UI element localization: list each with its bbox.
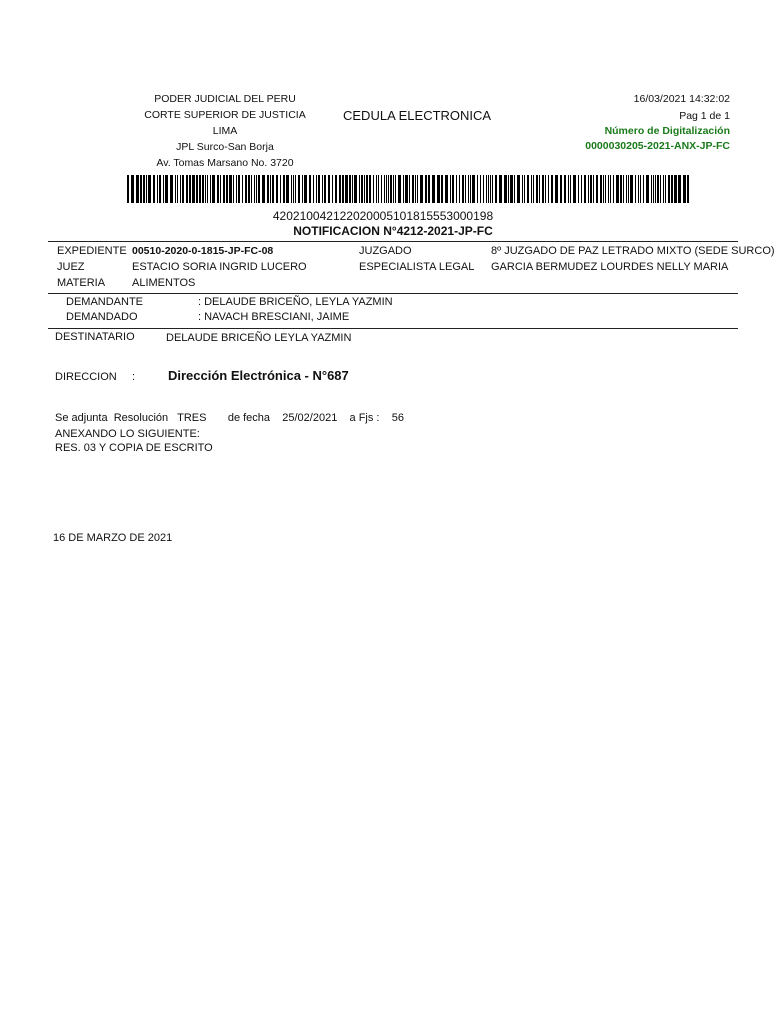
barcode-bar — [584, 175, 586, 203]
barcode-bar — [462, 175, 464, 203]
barcode-bar — [390, 175, 392, 203]
barcode-bar — [646, 175, 649, 203]
materia-label: MATERIA — [57, 277, 106, 289]
barcode-bar — [217, 175, 219, 203]
barcode-bar — [283, 175, 285, 203]
barcode-bar — [570, 175, 571, 203]
barcode-bar — [205, 175, 206, 203]
barcode-bar — [180, 175, 181, 203]
barcode-bar — [539, 175, 540, 203]
barcode-bar — [332, 175, 333, 203]
barcode-bar — [477, 175, 478, 203]
barcode-bar — [270, 175, 271, 203]
barcode-bar — [674, 175, 677, 203]
barcode-bar — [267, 175, 269, 203]
barcode-bar — [170, 175, 173, 203]
barcode-bar — [291, 175, 292, 203]
court-address: Av. Tomas Marsano No. 3720 — [156, 157, 294, 169]
barcode-bar — [364, 175, 365, 203]
barcode-bar — [623, 175, 624, 203]
barcode-bar — [613, 175, 614, 203]
barcode-bar — [483, 175, 484, 203]
juzgado-value: 8º JUZGADO DE PAZ LETRADO MIXTO (SEDE SURCO) — [491, 245, 775, 257]
document-date: 16 DE MARZO DE 2021 — [53, 532, 173, 544]
barcode-bar — [626, 175, 627, 203]
barcode-bar — [492, 175, 493, 203]
juez-label: JUEZ — [57, 261, 85, 273]
barcode-bar — [298, 175, 300, 203]
barcode-bar — [354, 175, 357, 203]
barcode-bar — [196, 175, 198, 203]
barcode-bar — [313, 175, 314, 203]
barcode-bar — [620, 175, 622, 203]
barcode-bar — [182, 175, 184, 203]
page-indicator: Pag 1 de 1 — [679, 110, 730, 122]
barcode-bar — [272, 175, 274, 203]
barcode-bar — [373, 175, 374, 203]
barcode-bar — [369, 175, 371, 203]
court-name: CORTE SUPERIOR DE JUSTICIA — [144, 109, 306, 121]
barcode-bar — [386, 175, 387, 203]
barcode-bar — [238, 175, 240, 203]
barcode-bar — [420, 175, 423, 203]
barcode-bar — [236, 175, 237, 203]
city-name: LIMA — [212, 125, 238, 137]
barcode-bar — [459, 175, 460, 203]
barcode-bar — [472, 175, 475, 203]
barcode-bar — [522, 175, 523, 203]
barcode-bar — [146, 175, 147, 203]
barcode-bar — [233, 175, 234, 203]
barcode-bar — [378, 175, 379, 203]
barcode-bar — [140, 175, 142, 203]
barcode-bar — [286, 175, 289, 203]
barcode-bar — [514, 175, 515, 203]
demandante-value: : DELAUDE BRICEÑO, LEYLA YAZMIN — [198, 296, 393, 308]
barcode-bar — [596, 175, 598, 203]
barcode-bar — [452, 175, 454, 203]
barcode-bar — [551, 175, 553, 203]
barcode-bar — [352, 175, 353, 203]
barcode-bar — [657, 175, 659, 203]
destinatario-value: DELAUDE BRICEÑO LEYLA YAZMIN — [166, 332, 352, 344]
barcode-bar — [486, 175, 487, 203]
barcode-bar — [653, 175, 654, 203]
barcode-bar — [398, 175, 401, 203]
attachment-line: Se adjunta Resolución TRES de fecha 25/02/2021 a Fjs : 56 — [55, 412, 404, 424]
barcode-bar — [524, 175, 525, 203]
barcode-bar — [605, 175, 606, 203]
barcode-bar — [316, 175, 317, 203]
barcode-bar — [593, 175, 594, 203]
barcode-bar — [359, 175, 360, 203]
barcode-bar — [441, 175, 443, 203]
divider-middle — [48, 293, 738, 294]
barcode-bar — [207, 175, 208, 203]
barcode-bar — [665, 175, 666, 203]
court-office: JPL Surco-San Borja — [176, 141, 274, 153]
barcode-bar — [560, 175, 562, 203]
barcode-bar — [189, 175, 191, 203]
expediente-value: 00510-2020-0-1815-JP-FC-08 — [132, 245, 274, 257]
barcode-bar — [254, 175, 255, 203]
barcode-bar — [393, 175, 394, 203]
anexando-label: ANEXANDO LO SIGUIENTE: — [55, 428, 200, 440]
barcode-bar — [663, 175, 664, 203]
barcode-bar — [640, 175, 641, 203]
barcode-bar — [318, 175, 320, 203]
barcode-bar — [533, 175, 534, 203]
direccion-value: Dirección Electrónica - N°687 — [168, 368, 349, 383]
notification-title: NOTIFICACION N°4212-2021-JP-FC — [293, 224, 493, 238]
barcode-bar — [324, 175, 326, 203]
barcode-bar — [335, 175, 337, 203]
barcode-bar — [342, 175, 344, 203]
barcode-bar — [510, 175, 513, 203]
barcode-bar — [388, 175, 389, 203]
barcode-bar — [245, 175, 247, 203]
barcode-bar — [153, 175, 155, 203]
barcode-bar — [564, 175, 566, 203]
barcode-bar — [220, 175, 221, 203]
attachment-items: RES. 03 Y COPIA DE ESCRITO — [55, 442, 213, 454]
juzgado-label: JUZGADO — [359, 245, 412, 257]
barcode-bar — [470, 175, 471, 203]
barcode-bar — [381, 175, 382, 203]
barcode-bar — [361, 175, 363, 203]
barcode-bar — [163, 175, 164, 203]
barcode-bar — [517, 175, 520, 203]
institution-name: PODER JUDICIAL DEL PERU — [154, 93, 296, 105]
barcode-bar — [229, 175, 232, 203]
barcode-bar — [638, 175, 639, 203]
demandado-label: DEMANDADO — [66, 311, 138, 323]
barcode-bar — [345, 175, 348, 203]
barcode-bar — [635, 175, 636, 203]
barcode-bar — [186, 175, 188, 203]
barcode-bar — [322, 175, 323, 203]
barcode-bar — [165, 175, 168, 203]
digitization-label: Número de Digitalización — [604, 125, 730, 137]
barcode-bar — [376, 175, 377, 203]
barcode-bar — [210, 175, 211, 203]
barcode-bar — [555, 175, 558, 203]
barcode-bar — [417, 175, 418, 203]
divider-top — [48, 241, 738, 242]
barcode-bar — [608, 175, 609, 203]
barcode-bar — [349, 175, 351, 203]
barcode-bar — [628, 175, 629, 203]
barcode-bar — [148, 175, 151, 203]
barcode-bar — [610, 175, 611, 203]
barcode-bar — [683, 175, 686, 203]
barcode-bar — [480, 175, 481, 203]
barcode-bar — [450, 175, 451, 203]
barcode-bar — [339, 175, 341, 203]
barcode-bar — [199, 175, 201, 203]
barcode-bar — [508, 175, 509, 203]
barcode-bar — [131, 175, 134, 203]
barcode-bar — [425, 175, 427, 203]
barcode-bar — [295, 175, 296, 203]
barcode-bar — [157, 175, 158, 203]
barcode-bar — [581, 175, 582, 203]
barcode-bar — [415, 175, 416, 203]
barcode-bar — [465, 175, 466, 203]
barcode-bar — [651, 175, 652, 203]
demandante-label: DEMANDANTE — [66, 296, 144, 308]
barcode-bar — [258, 175, 260, 203]
print-datetime: 16/03/2021 14:32:02 — [633, 93, 730, 105]
barcode-bar — [671, 175, 673, 203]
barcode-bar — [668, 175, 670, 203]
barcode-bar — [445, 175, 448, 203]
barcode-bar — [175, 175, 176, 203]
barcode-bar — [366, 175, 368, 203]
barcode-bar — [603, 175, 604, 203]
barcode-bar — [428, 175, 430, 203]
barcode-bar — [456, 175, 457, 203]
barcode-bar — [616, 175, 619, 203]
barcode-bar — [495, 175, 497, 203]
destinatario-label: DESTINATARIO — [55, 331, 135, 343]
barcode-bar — [177, 175, 178, 203]
divider-bottom — [48, 328, 738, 329]
barcode-bar — [527, 175, 529, 203]
barcode-bar — [262, 175, 265, 203]
barcode-bar — [159, 175, 161, 203]
barcode-bar — [630, 175, 633, 203]
barcode-bar — [248, 175, 250, 203]
barcode-bar — [588, 175, 589, 203]
barcode-bar — [412, 175, 414, 203]
barcode-bar — [384, 175, 385, 203]
document-type-title: CEDULA ELECTRONICA — [343, 108, 492, 123]
barcode-bar — [226, 175, 228, 203]
barcode-bar — [276, 175, 278, 203]
barcode-bar — [328, 175, 330, 203]
barcode-bar — [256, 175, 257, 203]
barcode-bar — [405, 175, 408, 203]
barcode-number: 42021004212202000510181555300019​8 — [272, 209, 494, 223]
barcode-bar — [590, 175, 592, 203]
expediente-label: EXPEDIENTE — [57, 245, 127, 257]
barcode-bar — [127, 175, 129, 203]
barcode-bar — [136, 175, 139, 203]
especialista-value: GARCIA BERMUDEZ LOURDES NELLY MARIA — [491, 261, 729, 273]
barcode-bar — [499, 175, 502, 203]
barcode-bar — [660, 175, 661, 203]
demandado-value: : NAVACH BRESCIANI, JAIME — [198, 311, 350, 323]
barcode-bar — [223, 175, 225, 203]
barcode-image — [127, 175, 689, 203]
barcode-bar — [687, 175, 689, 203]
barcode-bar — [488, 175, 489, 203]
barcode-bar — [251, 175, 252, 203]
digitization-number: 0000030205-2021-ANX-JP-FC — [585, 140, 730, 152]
barcode-bar — [192, 175, 195, 203]
barcode-bar — [490, 175, 491, 203]
barcode-bar — [548, 175, 549, 203]
barcode-bar — [242, 175, 243, 203]
barcode-bar — [395, 175, 396, 203]
barcode-bar — [655, 175, 656, 203]
barcode-bar — [504, 175, 507, 203]
barcode-bar — [643, 175, 644, 203]
barcode-bar — [293, 175, 294, 203]
direccion-label: DIRECCION — [55, 371, 117, 383]
barcode-bar — [600, 175, 602, 203]
juez-value: ESTACIO SORIA INGRID LUCERO — [132, 261, 307, 273]
barcode-bar — [309, 175, 311, 203]
barcode-bar — [573, 175, 576, 203]
materia-value: ALIMENTOS — [132, 277, 196, 289]
barcode-bar — [536, 175, 538, 203]
barcode-bar — [542, 175, 544, 203]
barcode-bar — [202, 175, 204, 203]
barcode-bar — [578, 175, 579, 203]
barcode-bar — [280, 175, 281, 203]
barcode-bar — [302, 175, 303, 203]
barcode-bar — [678, 175, 681, 203]
barcode-bar — [568, 175, 569, 203]
barcode-bar — [437, 175, 440, 203]
barcode-bar — [403, 175, 404, 203]
direccion-colon: : — [132, 371, 136, 383]
especialista-label: ESPECIALISTA LEGAL — [359, 261, 475, 273]
barcode-bar — [304, 175, 307, 203]
barcode-bar — [432, 175, 435, 203]
barcode-bar — [143, 175, 145, 203]
barcode-bar — [545, 175, 546, 203]
barcode-bar — [531, 175, 532, 203]
barcode-bar — [212, 175, 215, 203]
barcode-bar — [409, 175, 410, 203]
barcode-bar — [468, 175, 469, 203]
